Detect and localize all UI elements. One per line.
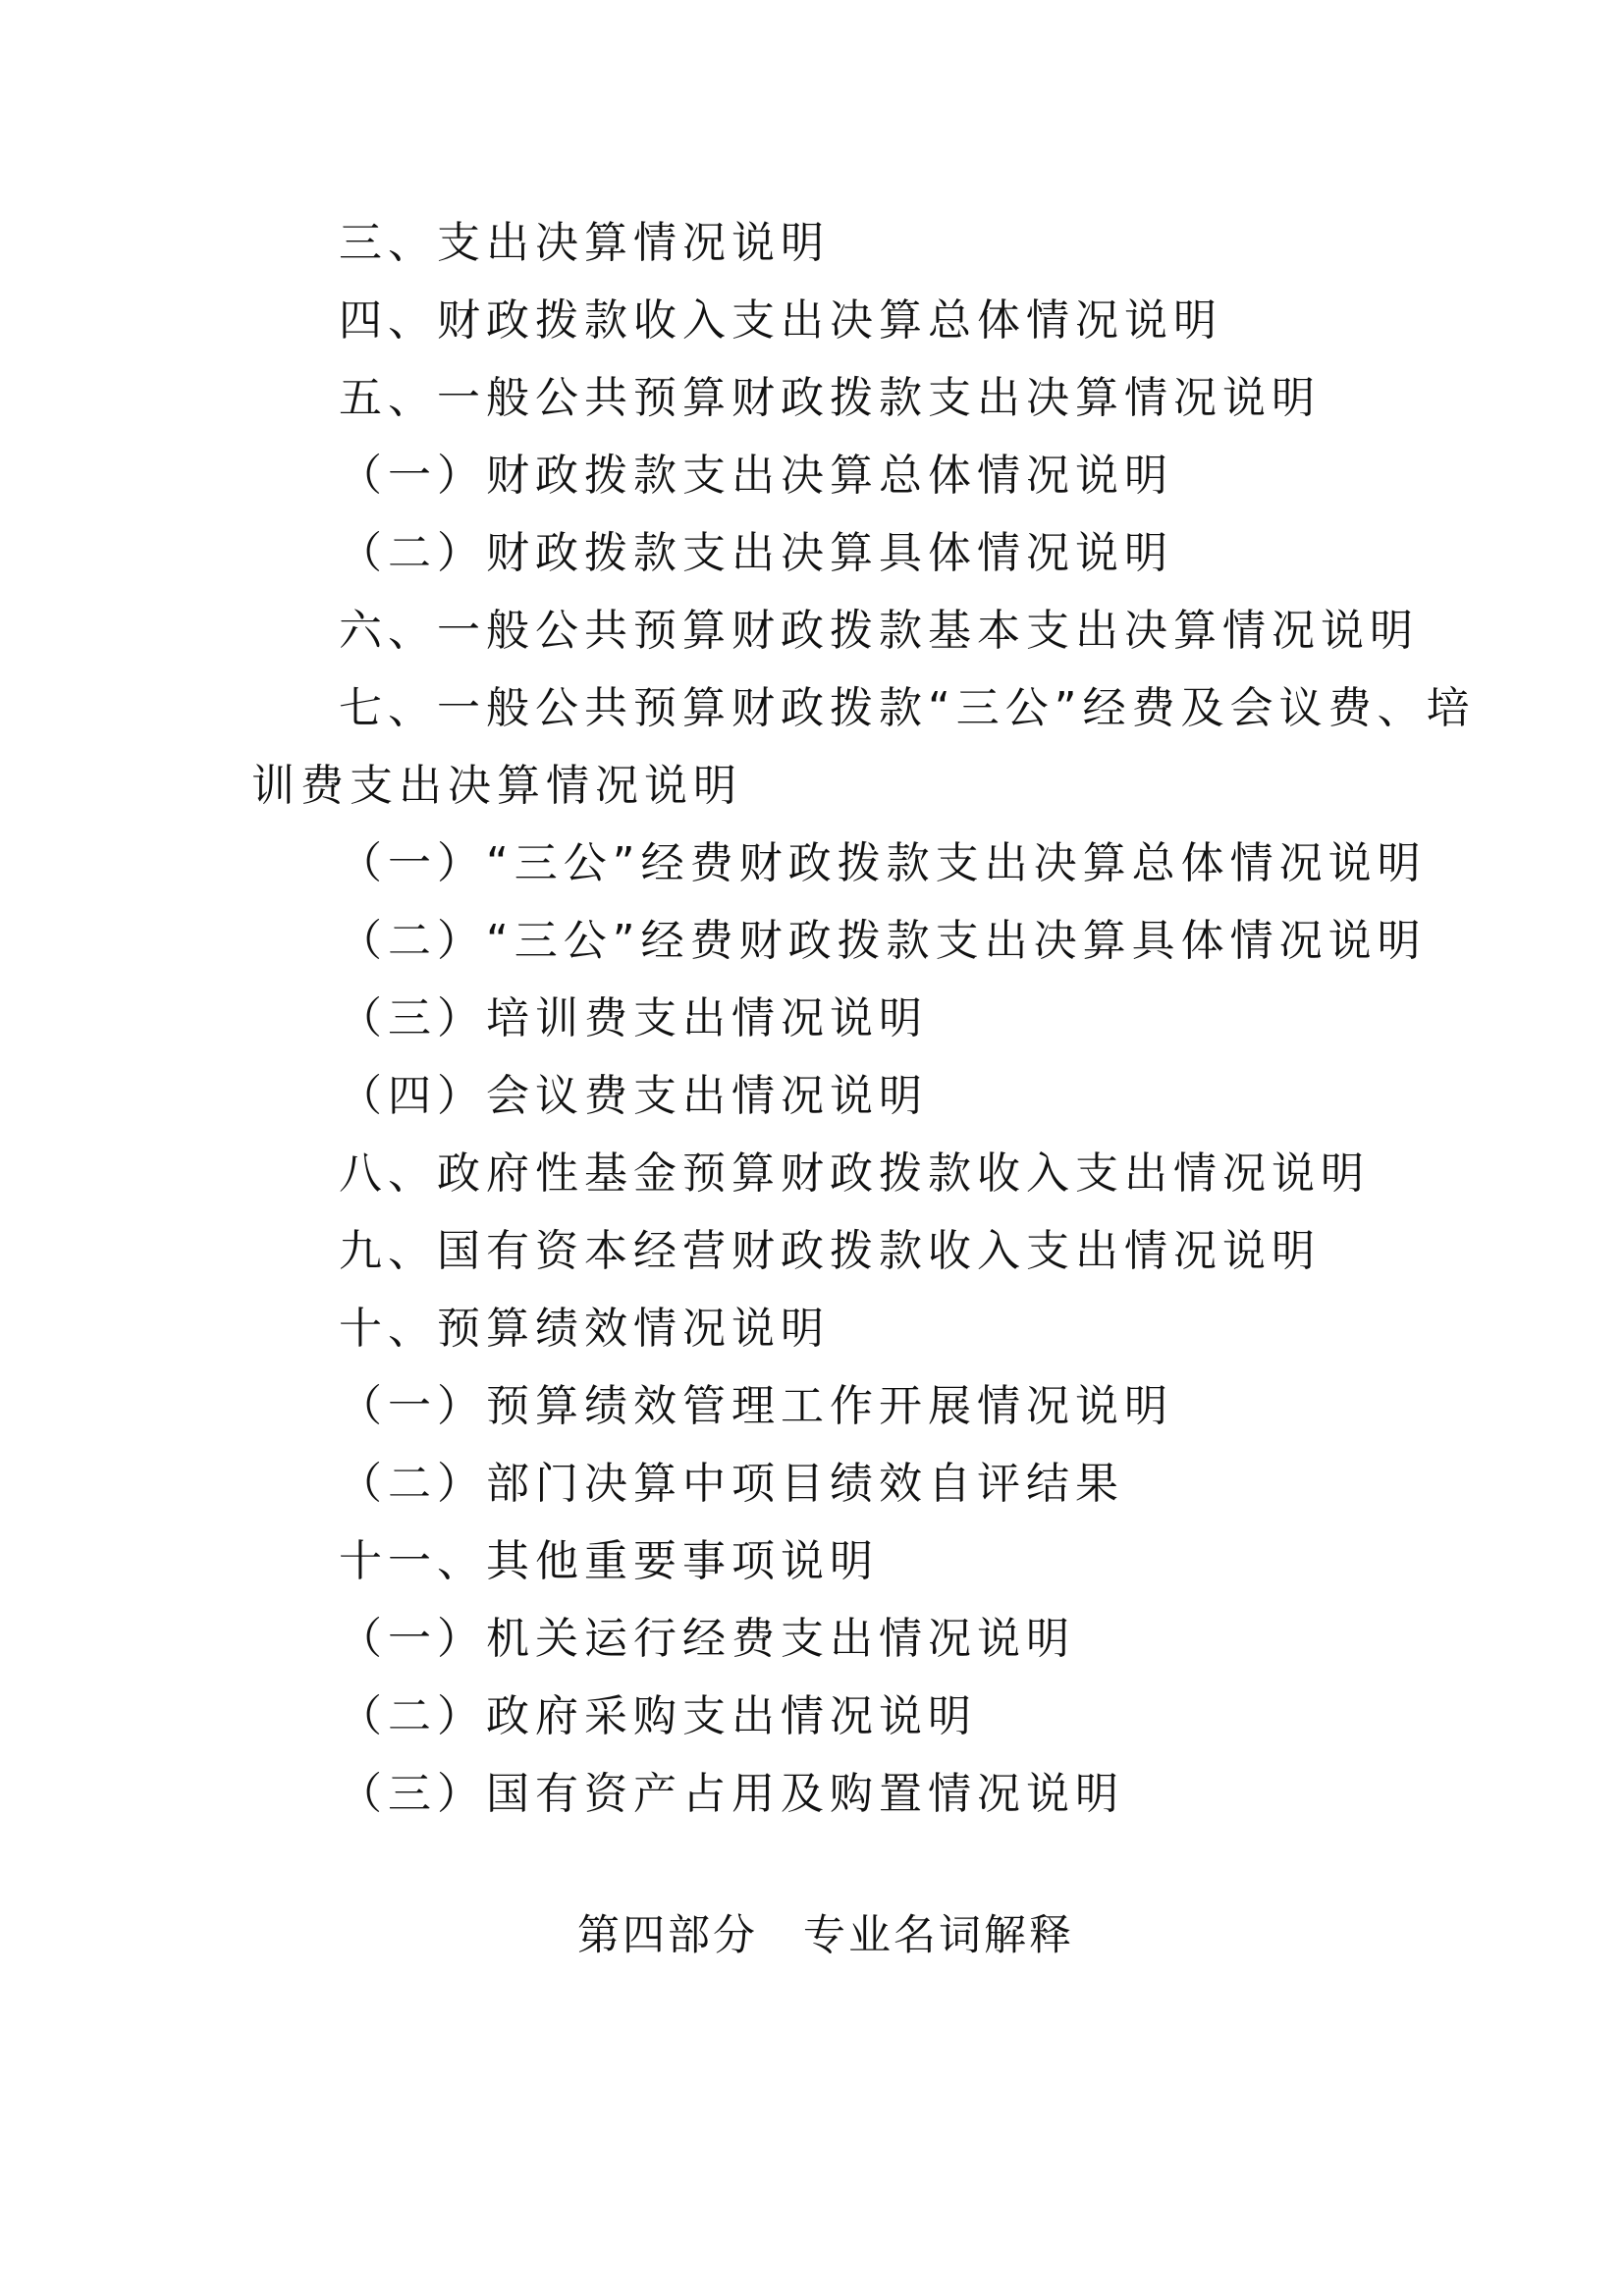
toc-item: （四）会议费支出情况说明 bbox=[339, 1071, 928, 1121]
toc-item: 十一、其他重要事项说明 bbox=[339, 1536, 879, 1586]
toc-item: （一）财政拨款支出决算总体情况说明 bbox=[339, 451, 1173, 501]
toc-item: 九、国有资本经营财政拨款收入支出情况说明 bbox=[339, 1226, 1321, 1276]
toc-item: （二）财政拨款支出决算具体情况说明 bbox=[339, 528, 1173, 578]
toc-item: 四、财政拨款收入支出决算总体情况说明 bbox=[339, 295, 1222, 346]
toc-item: （二）部门决算中项目绩效自评结果 bbox=[339, 1459, 1124, 1509]
toc-item: 八、政府性基金预算财政拨款收入支出情况说明 bbox=[339, 1148, 1370, 1199]
toc-item: （二）“三公”经费财政拨款支出决算具体情况说明 bbox=[339, 916, 1427, 966]
toc-item: 五、一般公共预算财政拨款支出决算情况说明 bbox=[339, 373, 1321, 423]
toc-item: 十、预算绩效情况说明 bbox=[339, 1304, 830, 1354]
toc-item: 三、支出决算情况说明 bbox=[339, 218, 830, 268]
toc-item: 七、一般公共预算财政拨款“三公”经费及会议费、培 bbox=[339, 683, 1476, 733]
toc-item: （二）政府采购支出情况说明 bbox=[339, 1691, 977, 1741]
toc-item: 六、一般公共预算财政拨款基本支出决算情况说明 bbox=[339, 606, 1419, 656]
toc-item: （一）“三公”经费财政拨款支出决算总体情况说明 bbox=[339, 838, 1427, 888]
toc-item: （三）培训费支出情况说明 bbox=[339, 993, 928, 1043]
toc-item: （一）机关运行经费支出情况说明 bbox=[339, 1614, 1075, 1664]
toc-item: （一）预算绩效管理工作开展情况说明 bbox=[339, 1381, 1173, 1431]
toc-item: 训费支出决算情况说明 bbox=[251, 761, 742, 811]
toc-item: （三）国有资产占用及购置情况说明 bbox=[339, 1769, 1124, 1819]
part-heading: 第四部分 专业名词解释 bbox=[577, 1911, 1074, 1960]
